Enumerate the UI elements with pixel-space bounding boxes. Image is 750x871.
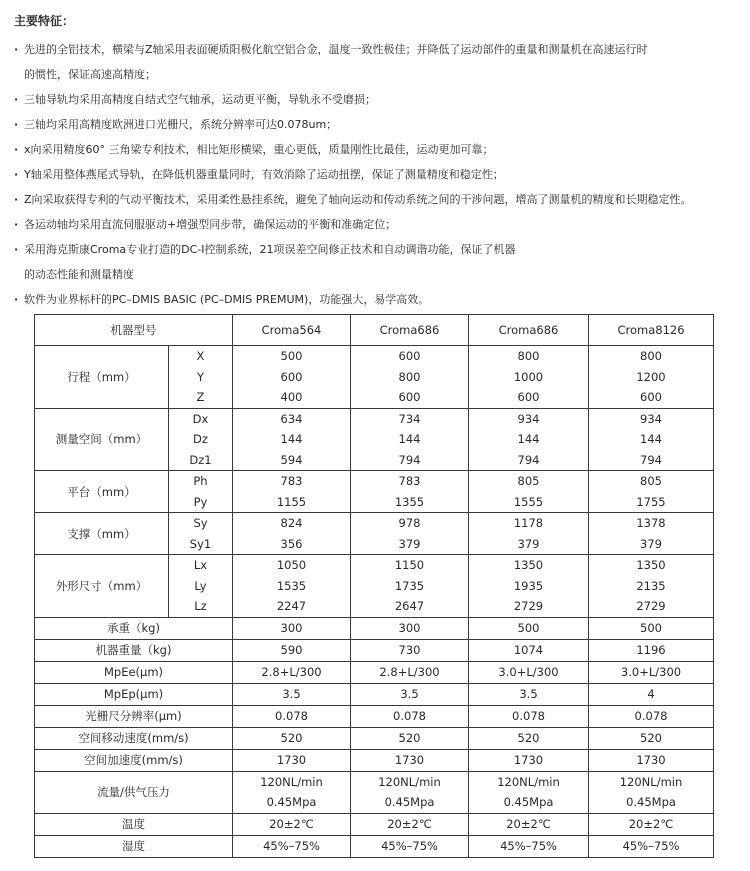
feature-line: x向采用精度60° 三角梁专利技术，相比矩形横梁，重心更低，质量刚性比最佳，运动更加可靠； [24,143,494,156]
feature-line: Z向采取获得专利的气动平衡技术，采用柔性悬挂系统，避免了轴向运动和传动系统之间的干涉问题，增高了测量机的精度和长期稳定性。 [24,193,692,206]
group-values [589,471,714,513]
bullet-icon: · [14,93,19,106]
flow-values [233,771,351,813]
cell-value: 20±2℃ [469,813,589,835]
cell-value: 0.078 [589,705,714,727]
cell-value: 805 [517,474,540,488]
group-values [351,555,469,618]
cell-value: 1735 [394,578,425,593]
cell-value: 1200 [636,369,666,384]
sub-label: Lz [194,599,207,613]
group-values [351,513,469,555]
feature-item [8,112,744,137]
model-name: Croma686 [469,315,589,346]
group-label: 行程（mm） [35,346,169,409]
cell-value: 3.5 [351,683,469,705]
cell-value: 1000 [513,369,544,384]
group-label: 支撑（mm） [35,513,169,555]
feature-item [8,287,744,312]
sub-label: Ph [193,474,208,488]
group-row [35,513,714,555]
group-values [351,346,469,409]
cell-value: 300 [233,617,351,639]
feature-line: 的惯性，保证高速高精度； [24,68,156,81]
cell-value: 800 [517,349,540,363]
cell-value: 1730 [589,749,714,771]
cell-value: 1935 [513,578,544,593]
cell-value: 3.0+L/300 [469,661,589,683]
cell-value: 1074 [469,639,589,661]
group-row [35,555,714,618]
cell-value: 144 [640,432,662,446]
cell-value: 0.078 [351,705,469,727]
row-label: 温度 [35,813,233,835]
feature-line: Y轴采用整体燕尾式导轨，在降低机器重量同时，有效消除了运动扭摆，保证了测量精度和稳定性； [24,168,504,181]
feature-item [8,162,744,187]
cell-value: 934 [640,411,662,426]
bullet-icon: · [14,43,19,56]
group-values [469,471,589,513]
spec-row [35,835,714,857]
spec-row [35,639,714,661]
group-subs [169,513,233,555]
group-label: 外形尺寸（mm） [35,555,169,618]
group-values [351,471,469,513]
row-label: 流量/供气压力 [35,771,233,813]
sub-label: Dz1 [189,452,212,467]
cell-value: 379 [517,536,540,551]
bullet-icon: · [14,243,19,256]
cell-value: 120NL/min [260,774,323,789]
bullet-icon: · [14,118,19,131]
cell-value: 634 [280,411,303,426]
group-values [589,555,714,618]
cell-value: 1050 [276,558,307,572]
sub-label: Dz [193,432,208,446]
cell-value: 600 [280,369,303,384]
group-values [469,346,589,409]
group-label: 测量空间（mm） [35,408,169,471]
bullet-icon: · [14,193,19,206]
row-label: 机器重量（kg) [35,639,233,661]
sub-label: Sy [193,516,208,530]
feature-line: 采用海克斯康Croma专业打造的DC-Ⅰ控制系统，21项误差空间修正技术和自动调谐功能，保证了机器 [24,243,516,256]
group-values [233,346,351,409]
cell-value: 590 [233,639,351,661]
cell-value: 2247 [276,599,307,613]
spec-row [35,617,714,639]
flow-values [469,771,589,813]
group-values [469,555,589,618]
feature-line: 的动态性能和测量精度 [24,268,134,281]
page-heading: 主要特征： [14,14,75,28]
row-label: 湿度 [35,835,233,857]
group-values [233,513,351,555]
spec-row [35,727,714,749]
feature-item [8,212,744,237]
cell-value: 500 [469,617,589,639]
cell-value: 794 [398,452,421,467]
group-values [469,408,589,471]
cell-value: 3.5 [233,683,351,705]
group-values [351,408,469,471]
cell-value: 1730 [351,749,469,771]
flow-row [35,771,714,813]
header-label: 机器型号 [35,315,233,346]
cell-value: 500 [280,349,303,363]
group-values [589,513,714,555]
group-values [469,513,589,555]
model-name: Croma686 [351,315,469,346]
cell-value: 120NL/min [619,774,683,789]
cell-value: 0.078 [233,705,351,727]
bullet-icon: · [14,218,19,231]
group-row [35,346,714,409]
cell-value: 300 [351,617,469,639]
feature-list [8,37,744,312]
spec-row [35,813,714,835]
cell-value: 800 [640,349,662,363]
sub-label: Z [196,390,205,404]
sub-label: Y [196,369,205,384]
cell-value: 356 [280,536,303,551]
bullet-icon: · [14,143,19,156]
row-label: 承重（kg) [35,617,233,639]
cell-value: 500 [589,617,714,639]
group-values [233,471,351,513]
spec-row [35,661,714,683]
cell-value: 2647 [394,599,425,613]
spec-row [35,749,714,771]
bullet-icon: · [14,168,19,181]
cell-value: 45%–75% [589,835,714,857]
feature-item [8,137,744,162]
cell-value: 2135 [636,578,666,593]
cell-value: 1378 [636,516,666,530]
cell-value: 1178 [513,516,544,530]
cell-value: 0.45Mpa [503,795,554,809]
cell-value: 144 [398,432,421,446]
sub-label: Sy1 [189,536,212,551]
feature-line: 先进的全铝技术，横梁与Z轴采用表面硬质阳极化航空铝合金，温度一致性极佳；并降低了运动部件的重量和测量机在高速运行时 [24,43,648,56]
feature-line: 软件为业界标杆的PC–DMIS BASIC (PC–DMIS PREMUM)，功能强大，易学高效。 [24,293,430,306]
cell-value: 594 [280,452,303,467]
cell-value: 1155 [276,494,307,509]
bullet-icon: · [14,293,19,306]
cell-value: 1350 [513,558,544,572]
cell-value: 730 [351,639,469,661]
model-name: Croma564 [233,315,351,346]
group-label: 平台（mm） [35,471,169,513]
cell-value: 794 [517,452,540,467]
sub-label: Py [193,494,208,509]
flow-values [589,771,714,813]
cell-value: 1196 [589,639,714,661]
sub-label: Ly [194,578,207,593]
cell-value: 400 [280,390,303,404]
cell-value: 0.45Mpa [384,795,435,809]
spec-table [34,314,714,858]
group-subs [169,408,233,471]
cell-value: 2729 [636,599,666,613]
cell-value: 600 [517,390,540,404]
group-subs [169,346,233,409]
cell-value: 600 [398,349,421,363]
cell-value: 4 [589,683,714,705]
group-values [233,408,351,471]
row-label: MpEp(μm) [35,683,233,705]
feature-item [8,87,744,112]
group-row [35,408,714,471]
feature-line: 三轴导轨均采用高精度自结式空气轴承，运动更平衡，导轨永不受磨损； [24,93,376,106]
cell-value: 379 [398,536,421,551]
cell-value: 978 [398,516,421,530]
cell-value: 379 [640,536,662,551]
sub-label: Lx [193,558,208,572]
cell-value: 144 [280,432,303,446]
row-label: 空间加速度(mm/s) [35,749,233,771]
cell-value: 934 [517,411,540,426]
cell-value: 600 [398,390,421,404]
spec-row [35,683,714,705]
cell-value: 520 [351,727,469,749]
cell-value: 1730 [469,749,589,771]
cell-value: 1730 [233,749,351,771]
feature-item [8,237,744,287]
group-values [233,555,351,618]
sub-label: Dx [192,411,209,426]
feature-line: 三轴均采用高精度欧洲进口光栅尺，系统分辨率可达0.078um； [24,118,338,131]
cell-value: 2.8+L/300 [233,661,351,683]
cell-value: 520 [589,727,714,749]
cell-value: 120NL/min [497,774,560,789]
group-values [589,408,714,471]
cell-value: 800 [398,369,421,384]
cell-value: 783 [398,474,421,488]
feature-line: 各运动轴均采用直流伺服驱动+增强型同步带，确保运动的平衡和准确定位； [24,218,397,231]
row-label: MpEe(μm) [35,661,233,683]
group-subs [169,471,233,513]
cell-value: 1350 [636,558,666,572]
sub-label: X [196,349,205,363]
cell-value: 20±2℃ [233,813,351,835]
cell-value: 734 [398,411,421,426]
group-subs [169,555,233,618]
cell-value: 45%–75% [233,835,351,857]
cell-value: 2.8+L/300 [351,661,469,683]
cell-value: 1555 [513,494,544,509]
cell-value: 0.45Mpa [626,795,676,809]
cell-value: 3.5 [469,683,589,705]
cell-value: 45%–75% [351,835,469,857]
feature-item [8,37,744,87]
cell-value: 794 [640,452,662,467]
model-name: Croma8126 [589,315,714,346]
spec-row [35,705,714,727]
row-label: 光栅尺分辨率(μm) [35,705,233,727]
cell-value: 1755 [636,494,666,509]
feature-item [8,187,744,212]
cell-value: 600 [640,390,662,404]
cell-value: 20±2℃ [589,813,714,835]
cell-value: 120NL/min [378,774,441,789]
group-values [589,346,714,409]
cell-value: 2729 [513,599,544,613]
cell-value: 1535 [276,578,307,593]
cell-value: 824 [280,516,303,530]
header-row [35,315,714,346]
cell-value: 20±2℃ [351,813,469,835]
cell-value: 783 [280,474,303,488]
cell-value: 0.45Mpa [266,795,317,809]
cell-value: 0.078 [469,705,589,727]
flow-values [351,771,469,813]
cell-value: 3.0+L/300 [589,661,714,683]
group-row [35,471,714,513]
cell-value: 1150 [394,558,425,572]
row-label: 空间移动速度(mm/s) [35,727,233,749]
cell-value: 144 [517,432,540,446]
cell-value: 520 [469,727,589,749]
cell-value: 45%–75% [469,835,589,857]
cell-value: 1355 [394,494,425,509]
cell-value: 805 [640,474,662,488]
cell-value: 520 [233,727,351,749]
